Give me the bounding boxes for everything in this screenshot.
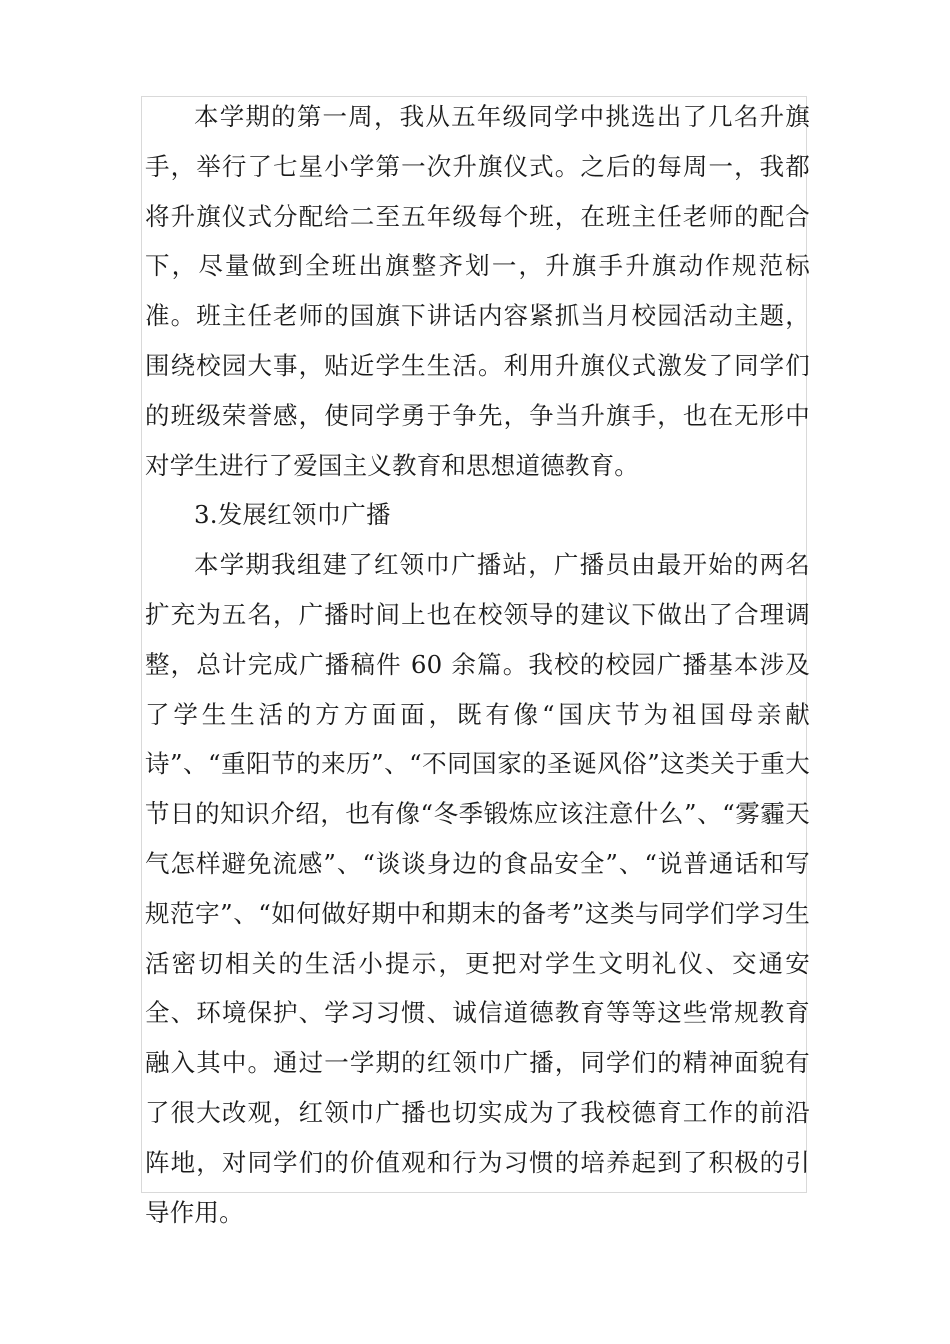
document-body (145, 92, 810, 1237)
paragraph-red-scarf-broadcast: 本学期我组建了红领巾广播站，广播员由最开始的两名扩充为五名，广播时间上也在校领导的建议下做出了合理调整，总计完成广播稿件 60 余篇。我校的校园广播基本涉及了学生生活的方方面面，既有像“国庆节为祖国母亲献诗”、“重阳节的来历”、“不同国家的圣诞风俗”这类关于重大节日的知识介绍，也有像“冬季锻炼应该注意什么”、“雾霾天气怎样避免流感”、“谈谈身边的食品安全”、“说普通话和写规范字”、“如何做好期中和期末的备考”这类与同学们学习生活密切相关的生活小提示，更把对学生文明礼仪、交通安全、环境保护、学习习惯、诚信道德教育等等这些常规教育融入其中。通过一学期的红领巾广播，同学们的精神面貌有了很大改观，红领巾广播也切实成为了我校德育工作的前沿阵地，对同学们的价值观和行为习惯的培养起到了积极的引导作用。 (145, 550, 810, 1227)
paragraph-flag-raising: 本学期的第一周，我从五年级同学中挑选出了几名升旗手，举行了七星小学第一次升旗仪式。之后的每周一，我都将升旗仪式分配给二至五年级每个班，在班主任老师的配合下，尽量做到全班出旗整齐划一，升旗手升旗动作规范标准。班主任老师的国旗下讲话内容紧抓当月校园活动主题，围绕校园大事，贴近学生生活。利用升旗仪式激发了同学们的班级荣誉感，使同学勇于争先，争当升旗手，也在无形中对学生进行了爱国主义教育和思想道德教育。 (145, 102, 810, 480)
section-heading-red-scarf-broadcast: 3.发展红领巾广播 (194, 500, 391, 530)
